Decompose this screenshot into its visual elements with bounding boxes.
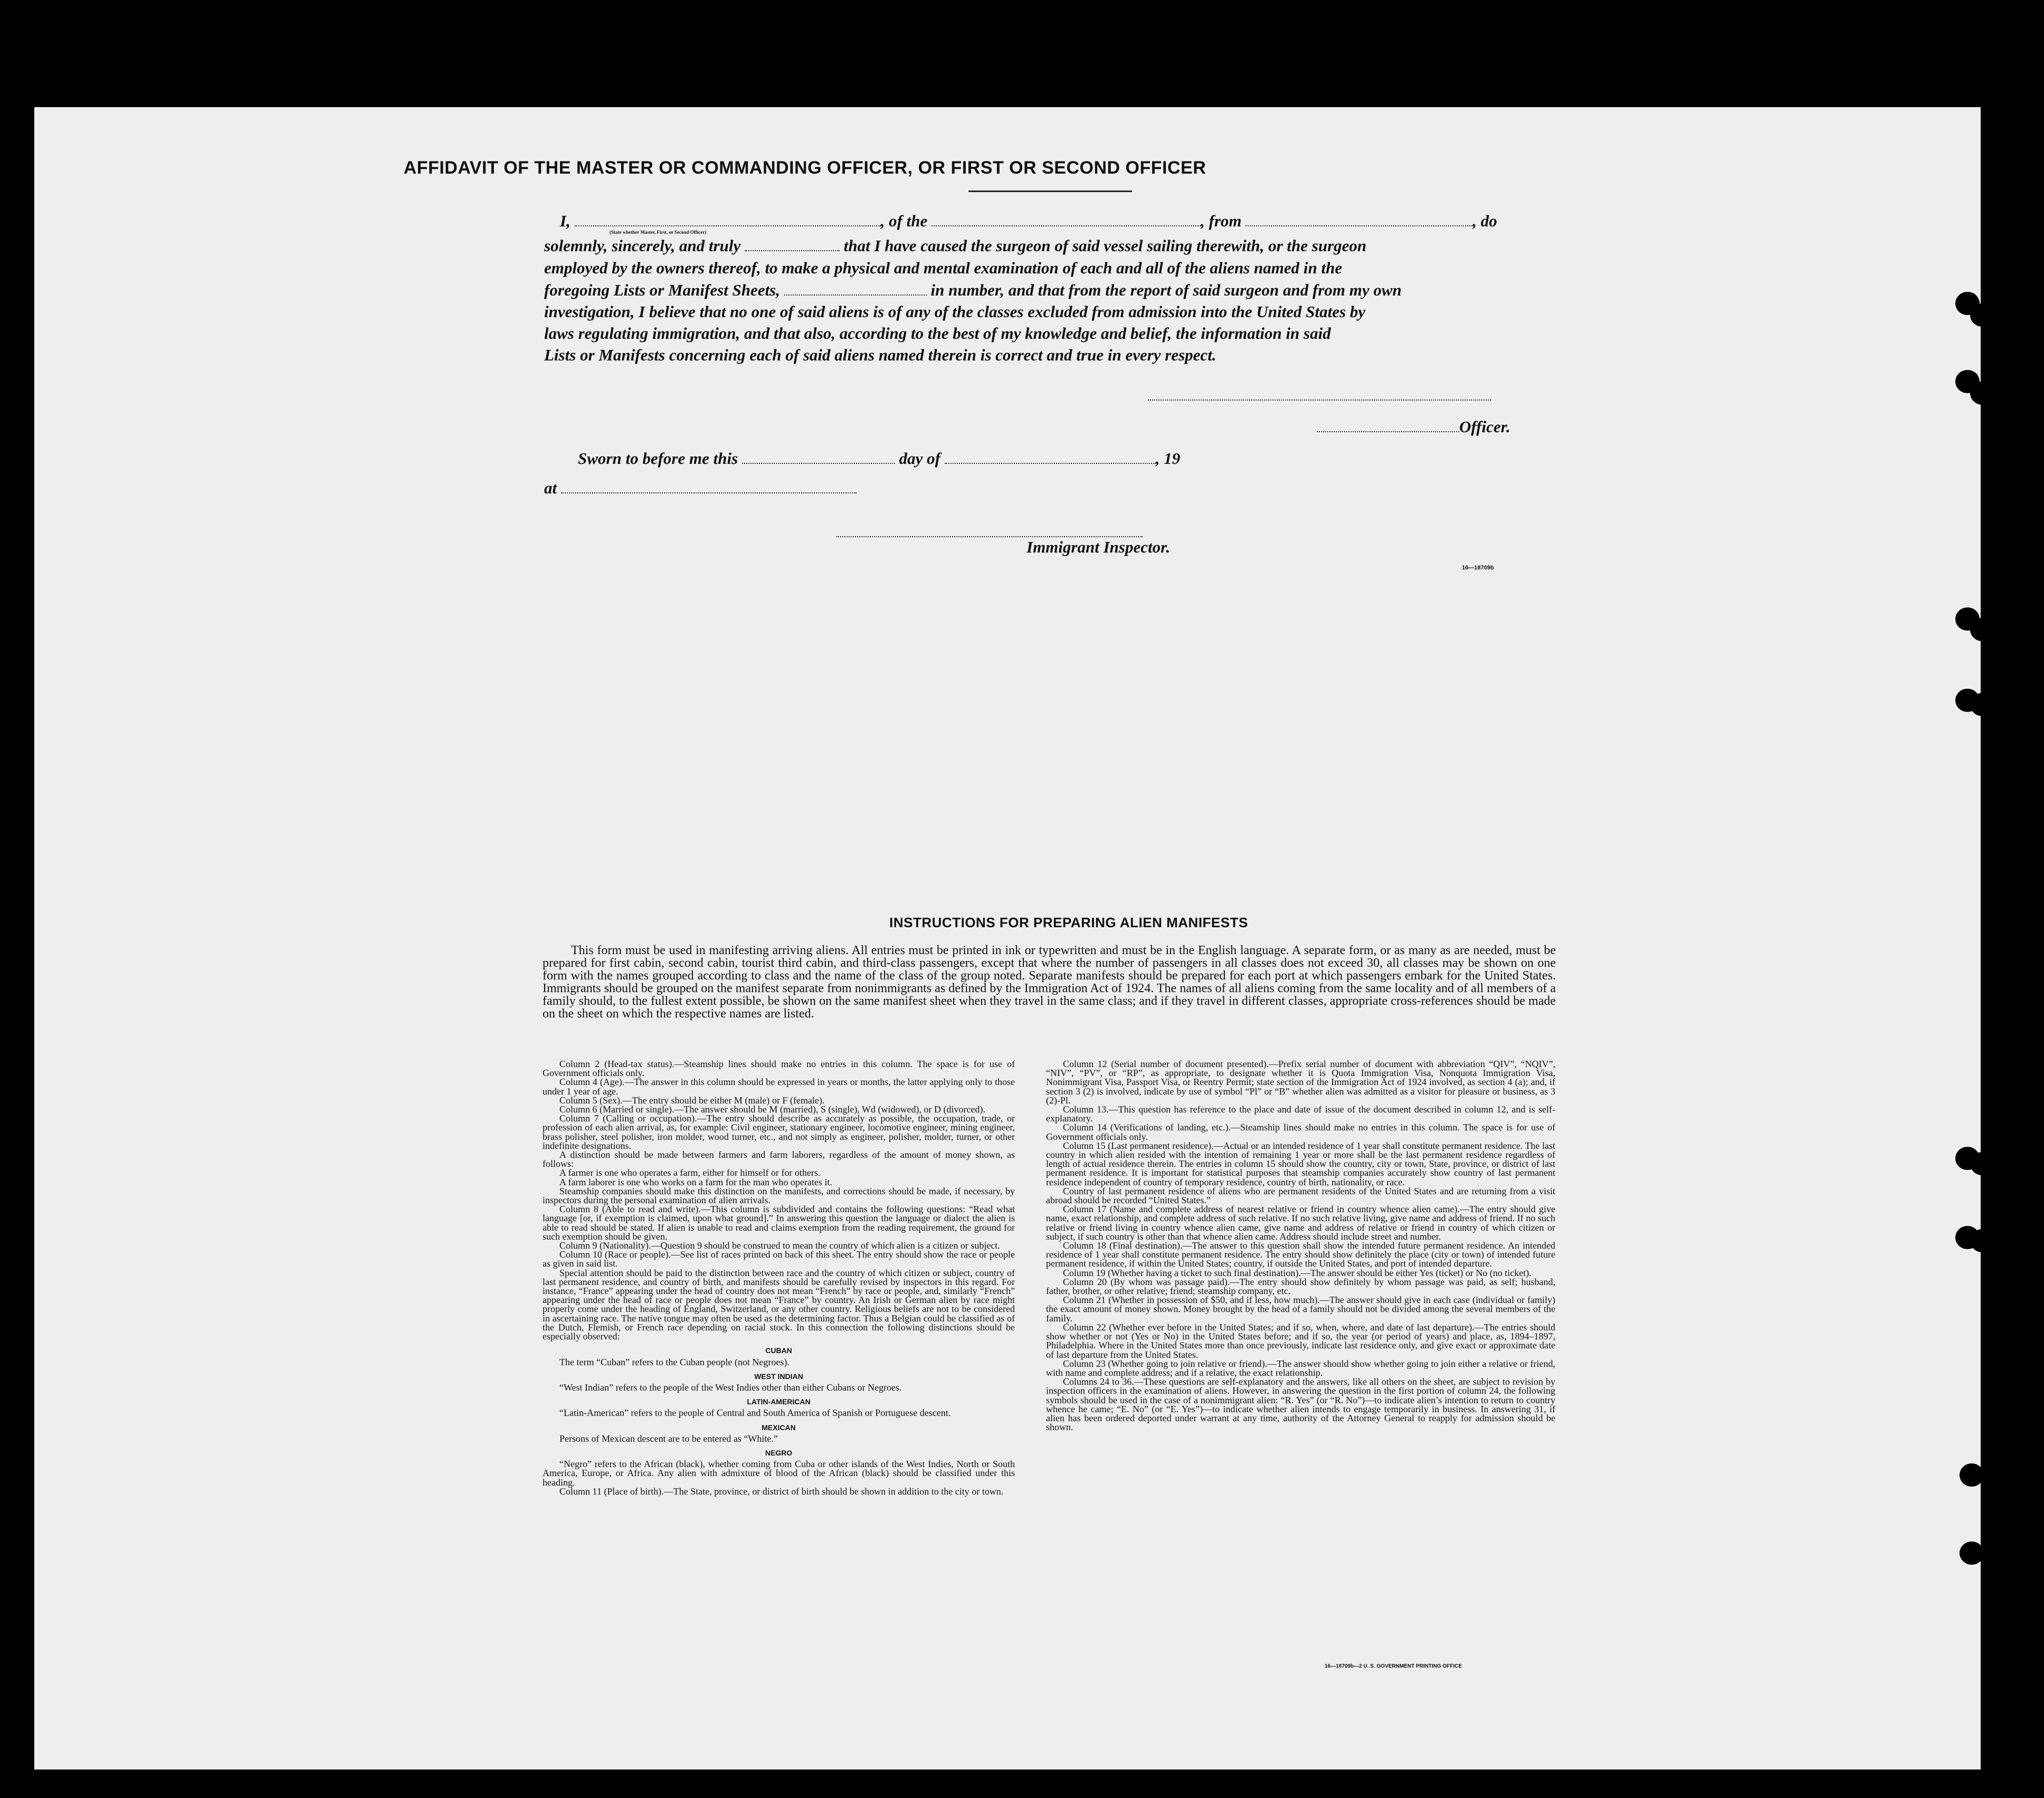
punch-hole-icon (1960, 1542, 1984, 1565)
left-para: Special attention should be paid to the distinction between race and the country of which citizen or subject, country of last permanent residence, and country of birth, and manifests should be carefully revised by inspectors in this regard. For instance, “France” appearing under the head of country does not mean “French” by race or people, and, similarly “French” appearing under the head of race or people does not mean “France” by country. An Irish or German alien by race might properly come under the heading of England, Switzerland, or any other country. Religious beliefs are not to be considered in ascertaining race. The native tongue may often be used as the determining factor. Thus a Belgian could be classified as of the Dutch, Flemish, or French race depending on racial stock. In this connection the following distinctions should be especially observed: (543, 1267, 1015, 1342)
printing-office-footer: 16—18709b—2 U. S. GOVERNMENT PRINTING OFFICE (1325, 1663, 1462, 1669)
inspector-signature-line[interactable] (836, 536, 1143, 537)
line2-end: that I have caused the surgeon of said vessel sailing therewith, or the surgeon (843, 236, 1367, 255)
right-para: Column 12 (Serial number of document presented).—Prefix serial number of document with abbreviation “QIV”, “NQIV”, “NIV”, “PV”, or “RP”, as appropriate, to designate whether it is Quota Immigration Visa, Nonquota Immigration Visa, Nonimmigrant Visa, Passport Visa, or Reentry Permit; state section of the Immigration Act of 1924 involved, as section 4 (a); and, if section 3 (2) is involved, indicate by use of symbol “Pl” or “B” whether alien was admitted as a visitor for pleasure or business, as 3 (2)-Pl. (1046, 1059, 1555, 1106)
form-number: 16—18709b (1462, 565, 1494, 571)
left-para: Column 6 (Married or single).—The answer should be M (married), S (single), Wd (widowed), or D (divorced). (559, 1104, 985, 1115)
day-of-label: day of (899, 449, 940, 468)
instructions-title: INSTRUCTIONS FOR PREPARING ALIEN MANIFESTS (889, 915, 1248, 930)
officer-label: Officer. (1459, 417, 1510, 436)
left-para: Column 8 (Able to read and write).—This column is subdivided and contains the following questions: “Read what language [or, if exemption is claimed, upon what ground].” In answering this question the language or dialect the alien is able to read should be stated. If alien is unable to read and claims exemption from the reading requirement, the ground for such exemption should be given. (543, 1204, 1015, 1242)
race-heading: CUBAN (765, 1346, 792, 1355)
right-para: Country of last permanent residence of aliens who are permanent residents of the United States and are returning from a visit abroad should be recorded “United States.” (1046, 1185, 1555, 1206)
left-para: Column 11 (Place of birth).—The State, province, or district of birth should be shown in addition to the city or town. (559, 1486, 1004, 1497)
race-text: “Latin-American” refers to the people of Central and South America of Spanish or Portuguese descent. (559, 1407, 951, 1419)
left-para: Column 4 (Age).—The answer in this column should be expressed in years or months, the latter applying only to those under 1 year of age. (543, 1077, 1015, 1097)
left-para: Steamship companies should make this distinction on the manifests, and corrections should be made, if necessary, by inspectors during the personal examination of alien arrivals. (543, 1185, 1015, 1206)
officer-signature-field[interactable] (1317, 420, 1459, 432)
sworn-label: Sworn to before me this (578, 449, 738, 468)
line4-end: in number, and that from the report of said surgeon and from my own (930, 281, 1402, 299)
right-para: Column 22 (Whether ever before in the United States; and if so, when, where, and date of last departure).—The entries should show whether or not (Yes or No) in the United States before; and if so, the year (or period of years) and place, as, 1894–1897, Philadelphia. Where in the United States more than once previously, indicate last residence only, and give exact or approximate date of last departure from the United States. (1046, 1321, 1555, 1360)
intro-text: This form must be used in manifesting arriving aliens. All entries must be printed in ink or typewritten and must be in the English language. A separate form, or as many as are needed, must be prepared for first cabin, second cabin, tourist third cabin, and third-class passengers, except that where the number of passengers in all classes does not exceed 30, all classes may be shown on one form with the names grouped according to class and the name of the class of the group noted. Separate manifests should be prepared for each port at which passengers embark for the United States. Immigrants should be grouped on the manifest separate from nonimmigrants as defined by the Immigration Act of 1924. The names of all aliens coming from the same locality and of all members of a family should, to the fullest extent possible, be shown on the same manifest sheet when they travel in the same class; and if they travel in different classes, appropriate cross-references should be made on the sheet on which the respective names are listed. (543, 944, 1556, 1021)
left-para: A farmer is one who operates a farm, either for himself or for others. (559, 1167, 821, 1178)
punch-hole-icon (1960, 1463, 1984, 1487)
sworn-month-field[interactable] (945, 451, 1156, 464)
title-rule (968, 191, 1132, 192)
from-port-field[interactable] (1246, 214, 1472, 226)
manifest-sheet (34, 107, 1981, 1770)
right-para: Column 19 (Whether having a ticket to such final destination).—The answer should be either Yes (ticket) or No (no ticket). (1063, 1267, 1532, 1278)
at-label: at (544, 479, 557, 497)
race-text: Persons of Mexican descent are to be entered as “White.” (559, 1433, 778, 1444)
of-the-label: , of the (880, 212, 928, 230)
affidavit-line-5: investigation, I believe that no one of said aliens is of any of the classes excluded from admission into the United States by (544, 302, 1366, 321)
race-text: “West Indian” refers to the people of the West Indies other than either Cubans or Negroes. (559, 1382, 902, 1393)
affidavit-line-2 (544, 236, 1366, 255)
affidavit-line-3: employed by the owners thereof, to make a physical and mental examination of each and all of the aliens named in the (544, 259, 1343, 277)
race-heading: MEXICAN (762, 1423, 796, 1432)
instructions-intro (543, 944, 1556, 1020)
at-line (544, 479, 857, 498)
vessel-name-field[interactable] (931, 214, 1201, 226)
punch-hole-icon (1970, 382, 1994, 405)
affidavit-line-1 (560, 212, 1497, 231)
sworn-day-field[interactable] (742, 451, 895, 464)
left-para: A farm laborer is one who works on a farm for the man who operates it. (559, 1176, 832, 1187)
left-para: Column 9 (Nationality).—Question 9 should be construed to mean the country of which alien is a citizen or subject. (559, 1240, 1000, 1251)
affidavit-line-4 (544, 281, 1402, 300)
sworn-line (578, 449, 1180, 468)
punch-hole-icon (1970, 1152, 1994, 1175)
race-heading: LATIN-AMERICAN (747, 1397, 811, 1406)
punch-hole-icon (1970, 693, 1994, 716)
left-para: Column 10 (Race or people).—See list of races printed on back of this sheet. The entry should show the race or people as given in said list. (543, 1249, 1015, 1269)
right-para: Column 17 (Name and complete address of nearest relative or friend in country whence alien came).—The entry should give name, exact relationship, and complete address of such relative. If no such relative living, give name and address of friend. If no such relative or friend living in country whence alien came, give name and address of relative or friend in country of which citizen or subject, if such country is other than that whence alien came. Address should include street and number. (1046, 1204, 1555, 1242)
officer-rank-field[interactable] (575, 214, 881, 226)
line2-start: solemnly, sincerely, and truly (544, 236, 741, 255)
line4-start: foregoing Lists or Manifest Sheets, (544, 281, 780, 299)
right-para: Columns 24 to 36.—These questions are self-explanatory and the answers, like all others on the sheet, are subject to revision by inspection officers in the examination of aliens. However, in answering the question in the first portion of column 24, the following symbols should be used in the case of a nonimmigrant alien: “R. Yes” (or “R. No”)—to indicate alien’s intention to return to country whence he came; “E. No” (or “E. Yes”)—to indicate whether alien intends to engage temporarily in business. In answering 31, if alien has been ordered deported under warrant at any time, authority of the Attorney General to reapply for admission should be shown. (1046, 1376, 1555, 1433)
instructions-right-column (1046, 1060, 1555, 1432)
right-para: Column 23 (Whether going to join relative or friend).—The answer should show whether going to join either a relative or friend, with name and complete address; and if a relative, the exact relationship. (1046, 1358, 1555, 1378)
right-para: Column 20 (By whom was passage paid).—The entry should show definitely by whom passage was paid, as self; husband, father, brother, or other relative; friend; steamship company, etc. (1046, 1276, 1555, 1297)
punch-hole-icon (1970, 1229, 1994, 1252)
race-text: The term “Cuban” refers to the Cuban people (not Negroes). (559, 1356, 790, 1367)
race-heading: WEST INDIAN (754, 1372, 803, 1381)
punch-hole-icon (1970, 618, 1994, 641)
at-place-field[interactable] (561, 481, 857, 493)
right-para: Column 18 (Final destination).—The answer to this question shall show the intended future permanent residence. An intended residence of 1 year shall constitute permanent residence. The entry should show definitely the place (city or town) of intended future permanent residence, if within the United States; country, if outside the United States, and port of intended departure. (1046, 1240, 1555, 1269)
race-text: “Negro” refers to the African (black), whether coming from Cuba or other islands of the West Indies, North or South America, Europe, or Africa. Any alien with admixture of blood of the African (black) should be classified under this heading. (543, 1459, 1015, 1488)
affidavit-line-7: Lists or Manifests concerning each of said aliens named therein is correct and true in every respect. (544, 346, 1216, 364)
right-para: Column 15 (Last permanent residence).—Actual or an intended residence of 1 year shall constitute permanent residence. The last country in which alien resided with the intention of remaining 1 year or more shall be the last permanent residence regardless of length of actual residence therein. The entries in column 15 should show the country, city or town, State, province, or district of last permanent residence. It is important for statistical purposes that steamship companies accurately show country of last permanent residence independent of country of temporary residence, country of birth, nationality, or race. (1046, 1140, 1555, 1187)
left-para: Column 5 (Sex).—The entry should be either M (male) or F (female). (559, 1095, 825, 1106)
instructions-left-column (543, 1060, 1015, 1496)
signature-line[interactable] (1148, 399, 1491, 401)
right-para: Column 14 (Verifications of landing, etc.).—Steamship lines should make no entries in this column. The space is for use of Government officials only. (1046, 1122, 1555, 1142)
inspector-label: Immigrant Inspector. (1026, 538, 1171, 556)
officer-line (1317, 417, 1510, 436)
right-para: Column 13.—This question has reference to the place and date of issue of the document described in column 12, and is self-explanatory. (1046, 1104, 1555, 1124)
rank-note: (State whether Master, First, or Second Officer) (610, 230, 707, 235)
affidavit-title: AFFIDAVIT OF THE MASTER OR COMMANDING OFFICER, OR FIRST OR SECOND OFFICER (403, 158, 1206, 178)
truly-field[interactable] (745, 239, 840, 251)
affidavit-line-6: laws regulating immigration, and that also, according to the best of my knowledge and belief, the information in said (544, 324, 1331, 343)
left-para: A distinction should be made between farmers and farm laborers, regardless of the amount of money shown, as follows: (543, 1149, 1015, 1169)
left-para: Column 2 (Head-tax status).—Steamship lines should make no entries in this column. The space is for use of Government officials only. (543, 1059, 1015, 1079)
right-para: Column 21 (Whether in possession of $50, and if less, how much).—The answer should give in each case (individual or family) the exact amount of money shown. Money brought by the head of a family should not be divided among the several members of the family. (1046, 1295, 1555, 1324)
year-label: , 19 (1155, 449, 1181, 468)
left-para: Column 7 (Calling or occupation).—The entry should describe as accurately as possible, the occupation, trade, or profession of each alien arrival, as, for example: Civil engineer, stationary engineer, locomotive engineer, mining engineer, brass polisher, steel polisher, iron molder, wood turner, etc., and not simply as engineer, polisher, molder, turner, or other indefinite designations. (543, 1113, 1015, 1151)
punch-hole-icon (1970, 303, 1994, 327)
sheet-count-field[interactable] (784, 283, 927, 296)
do-label: , do (1472, 212, 1497, 230)
race-heading: NEGRO (765, 1448, 793, 1457)
i-label: I, (560, 212, 571, 230)
from-label: , from (1201, 212, 1242, 230)
